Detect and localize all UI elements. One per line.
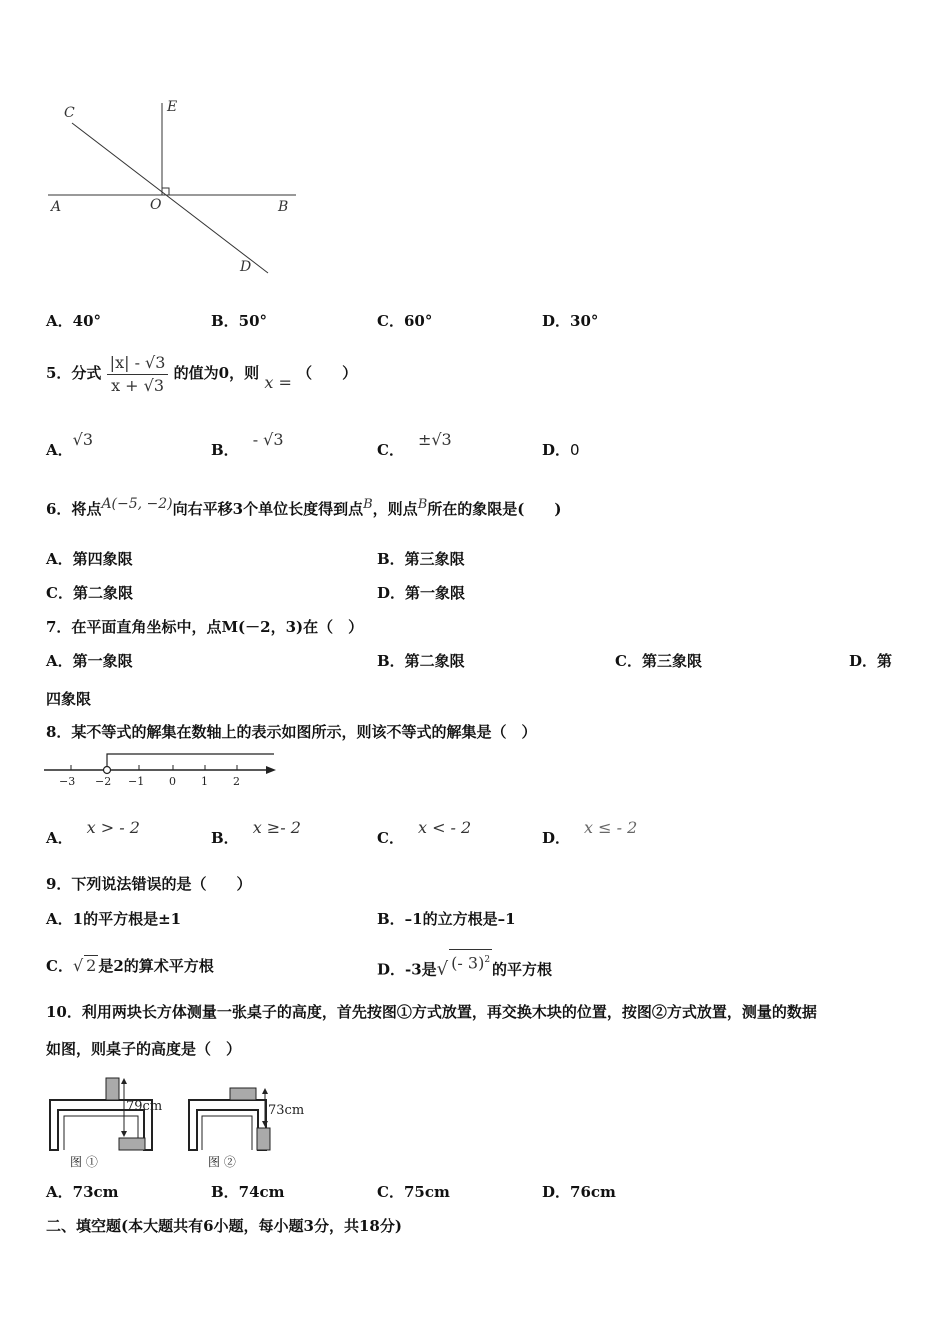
q10-option-d: D．76cm <box>542 1183 616 1201</box>
q8-option-d: D．x ≤ - 2 <box>542 818 638 847</box>
q5-fraction: $\frac{|x| - √3}{x + √3}$ <box>107 352 169 397</box>
tick-label-2: 2 <box>233 775 240 788</box>
q6-question: 6．将点A(−5, −2)向右平移3个单位长度得到点B，则点B所在的象限是( ) <box>46 496 562 518</box>
q8-option-c: C．x < - 2 <box>377 818 472 847</box>
q10-option-b: B．74cm <box>211 1183 285 1201</box>
q10-question-line2: 如图，则桌子的高度是（ ） <box>46 1040 242 1058</box>
q7-option-c: C．第三象限 <box>615 652 702 670</box>
fig1-measure-label: 79cm <box>126 1099 163 1114</box>
label-d: D <box>240 259 252 275</box>
q5-option-a: A．√3 <box>46 430 94 459</box>
q4-option-c: C．60° <box>377 312 433 330</box>
number-line <box>42 748 282 790</box>
q4-option-a: A．40° <box>46 312 102 330</box>
q7-option-d-wrap: 四象限 <box>46 690 92 708</box>
q5-option-b: B．- √3 <box>211 430 284 459</box>
q7-option-a: A．第一象限 <box>46 652 133 670</box>
fig2-measure-label: 73cm <box>268 1103 305 1118</box>
q5-option-c: C．±√3 <box>377 430 452 459</box>
q10-option-a: A．73cm <box>46 1183 119 1201</box>
tick-label-0: 0 <box>169 775 176 788</box>
q6-option-c: C．第二象限 <box>46 584 133 602</box>
q4-option-d: D．30° <box>542 312 599 330</box>
q9-option-b: B．–1的立方根是–1 <box>377 910 516 928</box>
q7-option-b: B．第二象限 <box>377 652 465 670</box>
label-c: C <box>64 105 75 121</box>
tick-label-minus3: −3 <box>59 775 76 788</box>
tick-label-minus1: −1 <box>128 775 145 788</box>
q4-option-b: B．50° <box>211 312 268 330</box>
label-o: O <box>150 197 162 213</box>
q7-option-d: D．第 <box>849 652 893 670</box>
q10-question-line1: 10．利用两块长方体测量一张桌子的高度，首先按图①方式放置，再交换木块的位置，按图②方式放置，测量的数据 <box>46 1003 817 1021</box>
q9-option-a: A．1的平方根是±1 <box>46 910 182 928</box>
q10-option-c: C．75cm <box>377 1183 450 1201</box>
q9-option-d: D．-3是√ (- 3)$^2$的平方根 <box>377 955 552 979</box>
label-a: A <box>51 199 62 215</box>
fig2-caption: 图 ② <box>208 1155 236 1169</box>
q7-question: 7．在平面直角坐标中，点M(－2，3)在（ ） <box>46 618 364 636</box>
q6-option-a: A．第四象限 <box>46 550 133 568</box>
q5-question: 5．分式 $\frac{|x| - √3}{x + √3}$ 的值为0，则 x = （ ） <box>46 352 358 395</box>
q9-option-c: C．√ 2 是2的算术平方根 <box>46 956 214 975</box>
q9-question: 9．下列说法错误的是（ ） <box>46 875 252 893</box>
tick-label-1: 1 <box>201 775 208 788</box>
label-b: B <box>278 199 289 215</box>
section-heading: 二、填空题(本大题共有6小题，每小题3分，共18分) <box>46 1217 402 1235</box>
q8-option-b: B．x ≥- 2 <box>211 818 301 847</box>
tick-label-minus2: −2 <box>95 775 112 788</box>
q5-option-d: D．0 <box>542 441 580 459</box>
q6-option-d: D．第一象限 <box>377 584 466 602</box>
angle-figure <box>40 95 310 285</box>
q6-option-b: B．第三象限 <box>377 550 465 568</box>
q8-option-a: A．x > - 2 <box>46 818 140 847</box>
q8-question: 8．某不等式的解集在数轴上的表示如图所示，则该不等式的解集是（ ） <box>46 723 537 741</box>
table-block-figure <box>44 1072 324 1172</box>
label-e: E <box>167 99 178 115</box>
fig1-caption: 图 ① <box>70 1155 98 1169</box>
